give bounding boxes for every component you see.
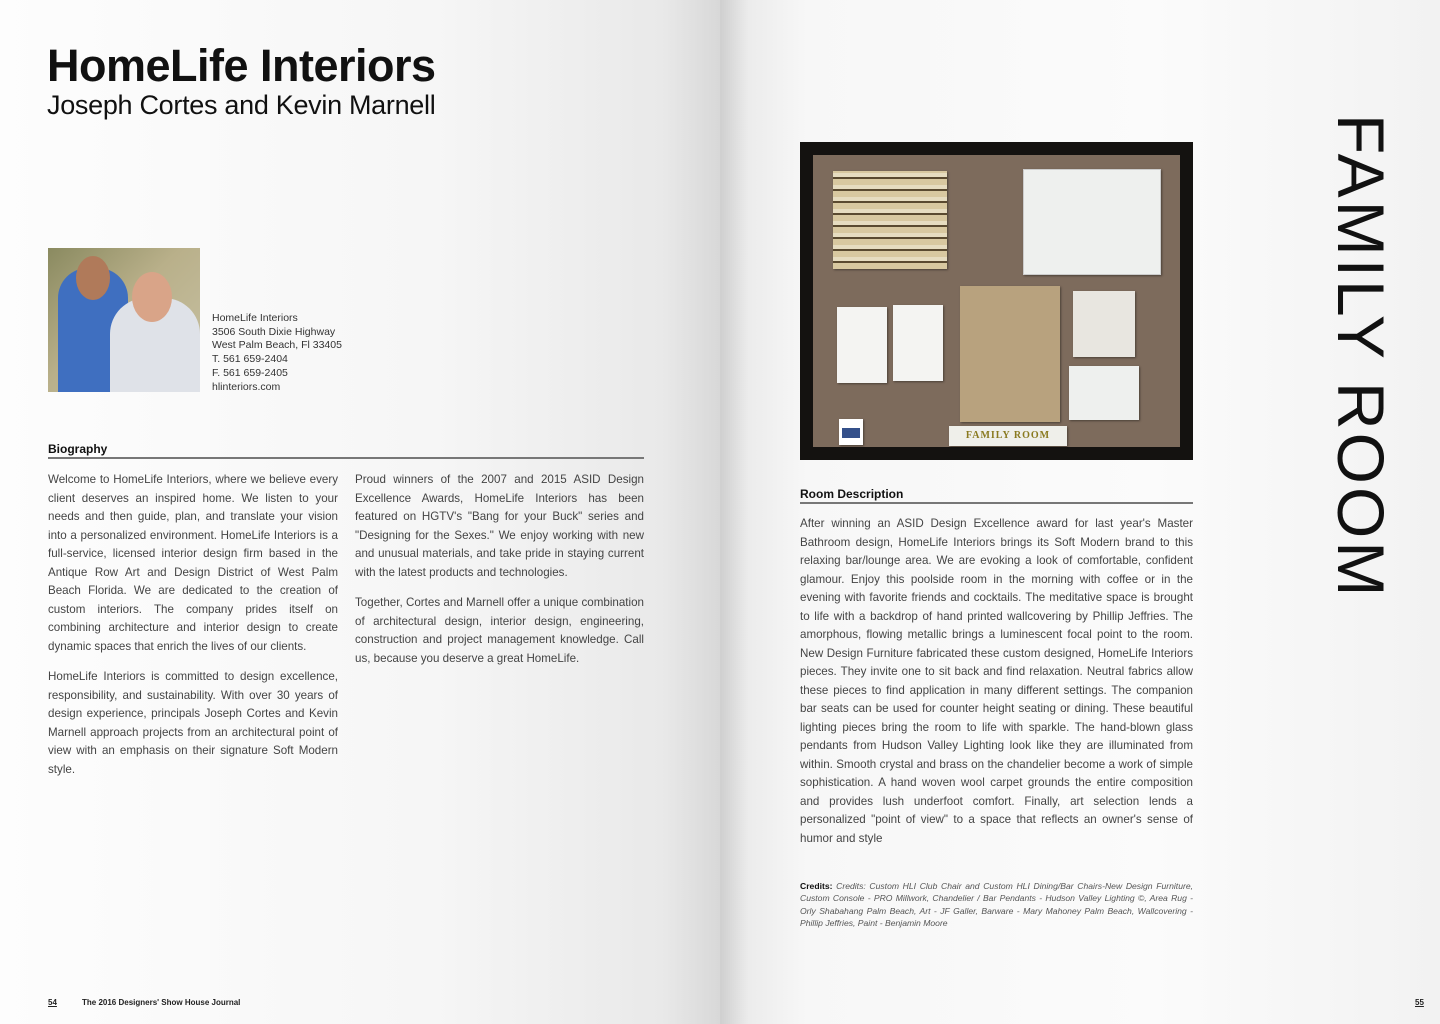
bio-column-1 xyxy=(48,471,338,791)
credits xyxy=(800,880,1193,929)
company-name: HomeLife Interiors xyxy=(212,312,298,324)
bio-paragraph: Together, Cortes and Marnell offer a unique combination of architectural design, interior design, engineering, construction and project management knowledge. Call us, because you deserve a great HomeLife. xyxy=(355,596,644,665)
room-description xyxy=(800,515,1193,860)
phone: T. 561 659-2404 xyxy=(212,353,288,366)
plan-sketch xyxy=(1069,366,1139,420)
bio-paragraph: HomeLife Interiors is committed to design excellence, responsibility, and sustainability. With over 30 years of design experience, principals Joseph Cortes and Kevin Marnell approach projects from an architectural point of view with an emphasis on their signature Soft Modern style. xyxy=(48,670,338,776)
room-sketch xyxy=(1023,169,1161,275)
credits-label: Credits: xyxy=(800,881,833,891)
page-number: 54 xyxy=(48,998,57,1007)
bio-column-2 xyxy=(355,471,644,680)
chandelier-image xyxy=(893,305,943,381)
journal-title: The 2016 Designers' Show House Journal xyxy=(82,998,241,1007)
divider xyxy=(48,457,644,459)
description-paragraph: After winning an ASID Design Excellence award for last year's Master Bathroom design, HomeLife Interiors brings its Soft Modern brand to this relaxing bar/lounge area. We are evoking a look of comfortable, confident glamour. Enjoy this poolside room in the morning with coffee or in the evening with favorite friends and cocktails. The meditative space is brought to life with a backdrop of hand printed wallcovering by Phillip Jeffries. The amorphous, flowing metallic brings a luminescent focal point to the room. New Design Furniture fabricated these custom designed, HomeLife Interiors pieces. They invite one to sit back and find relaxation. Neutral fabrics allow these pieces to find application in many different settings. The companion bar seats can be used for counter height seating or dining. These beautiful lighting pieces bring the room to life with sparkle. The hand-blown glass pendants from Hudson Valley Lighting look like they are illuminated from within. Smooth crystal and brass on the chandelier become a work of simple sophistication. A hand woven wool carpet grounds the entire composition and provides lush underfoot comfort. Finally, art selection lends a personalized "point of view" to a space that reflects an owner's sense of humor and style xyxy=(800,517,1193,845)
fax: F. 561 659-2405 xyxy=(212,366,288,379)
wallcovering-sample xyxy=(833,171,947,269)
logo-card xyxy=(839,419,863,445)
bio-paragraph: Welcome to HomeLife Interiors, where we believe every client deserves an inspired home. We listen to your needs and then guide, plan, and translate your vision into a personalized environment. HomeLife Interiors is a full-service, licensed interior design firm based in the Antique Row Art and Design District of West Palm Beach Florida. We are dedicated to the creation of custom interiors. The company prides itself on combining architecture and interior design to create dynamic spaces that enrich the lives of our clients. xyxy=(48,473,338,653)
bio-paragraph: Proud winners of the 2007 and 2015 ASID Design Excellence Awards, HomeLife Interiors has been featured on HGTV's "Bang for your Buck" series and "Designing for the Sexes." We enjoy working with new and unusual materials, and take pride in staying current with the latest products and technologies. xyxy=(355,473,644,579)
website: hlinteriors.com xyxy=(212,380,281,393)
right-page xyxy=(720,0,1440,1024)
chair-image xyxy=(1073,291,1135,357)
mood-board-photo xyxy=(800,142,1193,460)
credits-text: Credits: Custom HLI Club Chair and Custom HLI Dining/Bar Chairs-New Design Furniture, Custom Console - PRO Millwork, Chandelier / Bar Pendants - Hudson Valley Lighting ©, Area Rug - Orly Shabahang Palm Beach, Art - JF Galler, Barware - Mary Mahoney Palm Beach, Wallcovering - Phillip Jeffries, Paint - Benjamin Moore xyxy=(800,881,1193,928)
city: West Palm Beach, Fl 33405 xyxy=(212,339,342,352)
vertical-title: FAMILY ROOM xyxy=(1324,114,1398,600)
page-title: HomeLife Interiors xyxy=(47,40,436,91)
rug-sample xyxy=(960,286,1060,422)
designers-photo xyxy=(48,248,200,392)
designers-subtitle: Joseph Cortes and Kevin Marnell xyxy=(47,90,436,120)
board-label: FAMILY ROOM xyxy=(949,426,1067,446)
pendant-image xyxy=(837,307,887,383)
biography-heading: Biography xyxy=(48,442,108,456)
room-description-heading: Room Description xyxy=(800,487,904,501)
street: 3506 South Dixie Highway xyxy=(212,325,336,338)
contact-address xyxy=(212,312,342,394)
divider xyxy=(800,502,1193,504)
page-number: 55 xyxy=(1415,998,1424,1007)
